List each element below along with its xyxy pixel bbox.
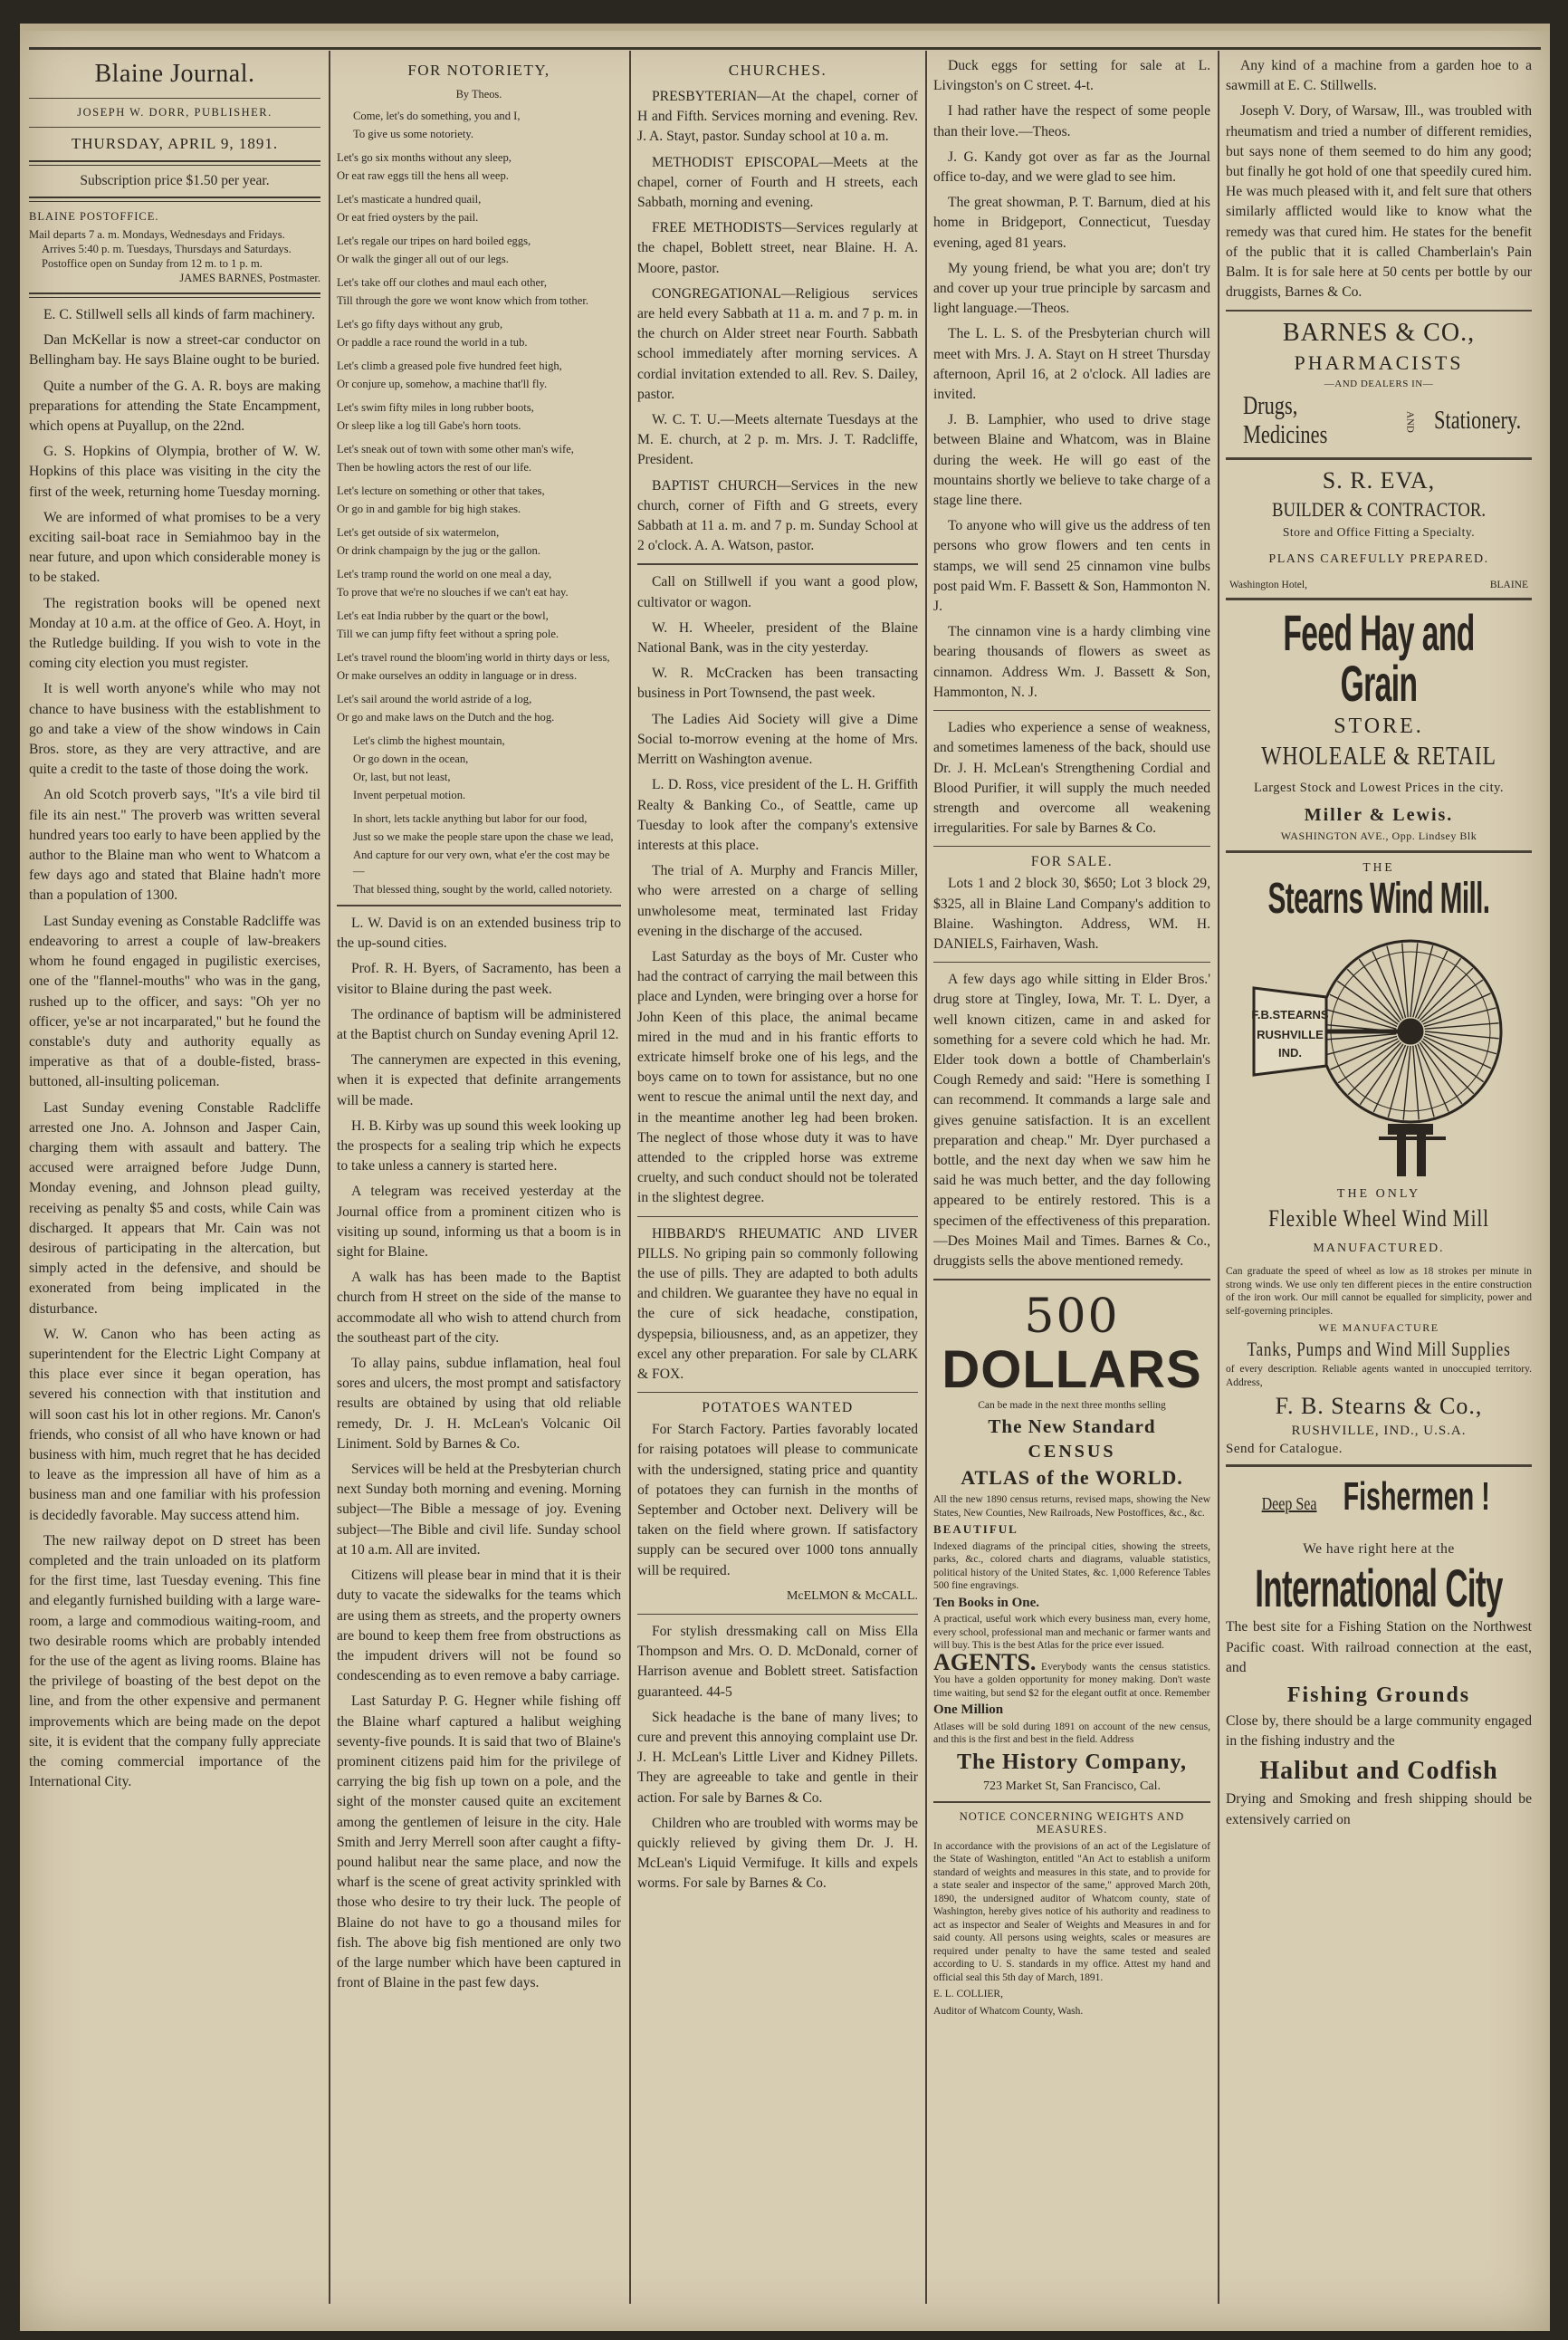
notice-body: In accordance with the provisions of an act of the Legislature of the State of Washington, entitled "An Act to establish a uniform standard of weights and measures in this state, and to provide for a state sealer and inspector of the same," approved March 20th, 1890, the undersigned auditor of Whatcom county, state of Washington, hereby gives notice of his authority and readiness to act as inspector and Sealer of Weights and Measures in and for said county. All persons using weights, scales or measures are required under penalty to have the same tested and sealed according to U. S. standards in my office. Attest my hand and official seal this 5th day of March, 1891. [933, 1840, 1210, 1983]
fishermen-right-here: We have right here at the [1303, 1541, 1455, 1558]
news-item: W. W. Canon who has been acting as superintendent for the Electric Light Company at this place ever since it began operation, has severed his connection with that institution and will soon cast his lot in other regions. Mr. Canon's friends, who consist of all who have known or had business with him, much regret that he has decided to leave as the impression all have of him as a business man and one familiar with his profession is decidedly favorable. May success attend him. [29, 1326, 320, 1523]
stearns-we-manufacture: WE MANUFACTURE [1318, 1321, 1439, 1335]
news-item: The trial of A. Murphy and Francis Miller, who were arrested on a charge of selling unwholesome meat, terminated last Friday evening in the discharge of the accused. [637, 863, 918, 939]
news-item: Prof. R. H. Byers, of Sacramento, has been a visitor to Blaine during the past week. [337, 961, 621, 997]
news-item: We are informed of what promises to be a very exciting sail-boat race in Semiahmoo bay in the near future, and upon which considerable money is to be staked. [29, 509, 320, 586]
forsale-body: Lots 1 and 2 block 30, $650; Lot 3 block 29, $325, all in Blaine Land Company's addition to Blaine. Washington. Address, WM. H. DANIELS, Fairhaven, Wash. [933, 876, 1210, 952]
stearns-title: Stearns Wind Mill. [1267, 875, 1490, 924]
poem-line: Let's get outside of six watermelon, [337, 526, 500, 539]
windmill-blade [1347, 970, 1400, 1023]
news-item: A telegram was received yesterday at the Journal office from a prominent citizen who is visiting up sound, informing us that a boom is in sight for Blaine. [337, 1184, 621, 1261]
news-item: The ordinance of baptism will be administered at the Baptist church on Sunday evening April 12. [337, 1006, 621, 1043]
postoffice-line: Postoffice open on Sunday from 12 m. to 1 p. m. [42, 257, 263, 270]
poem-line: Till we can jump fifty feet without a spring pole. [337, 628, 559, 640]
eva-address [1229, 580, 1528, 590]
postoffice-line: Mail departs 7 a. m. Mondays, Wednesdays and Fridays. [29, 228, 285, 241]
barnes-goods [1226, 392, 1532, 450]
subscription-price: Subscription price $1.50 per year. [80, 173, 270, 188]
poem-line: Or go down in the ocean, [353, 753, 469, 765]
notice-signature: E. L. COLLIER, [933, 1989, 1003, 2000]
feed-store: STORE. [1334, 714, 1424, 739]
stearns-only: THE ONLY [1336, 1187, 1421, 1202]
churches-heading: CHURCHES. [728, 62, 827, 79]
divider [637, 563, 918, 565]
divider [29, 127, 320, 128]
divider [29, 160, 320, 166]
poem-line: Let's take off our clothes and maul each other, [337, 276, 547, 289]
fishermen-text: Drying and Smoking and fresh shipping should be extensively carried on [1226, 1791, 1532, 1827]
eva-fitting: Store and Office Fitting a Specialty. [1282, 525, 1476, 540]
poem-line: Let's lecture on something or other that takes, [337, 484, 545, 497]
barnes-drugs: Drugs, Medicines [1242, 392, 1328, 450]
feed-advert [1226, 604, 1532, 843]
poem-line: Or make ourselves an oddity in language or in dress. [337, 669, 578, 682]
barnes-name: BARNES & CO., [1282, 319, 1476, 348]
poem-line: Or go and make laws on the Dutch and the hog. [337, 711, 555, 724]
poem-line: Let's tramp round the world on one meal a day, [337, 568, 552, 580]
stearns-tanks: Tanks, Pumps and Wind Mill Supplies [1247, 1338, 1511, 1361]
column-rule [329, 51, 330, 2304]
divider [1226, 1464, 1532, 1467]
news-item: A few days ago while sitting in Elder Bros.' drug store at Tingley, Iowa, Mr. T. L. Dyer, a well known citizen, came in and asked for something for a severe cold which he had. Mr. Elder took down a bottle of Chamberlain's Cough Remedy and said: "Here is something I can recommend. It commands a large sale and gives genuine satisfaction. It is an excellent preparation and cheap." Mr. Dyer purchased a bottle, and the next day when we saw him he said he was much better, and the day following appeared to be entirely restored. This is a specimen of the effectiveness of this preparation.—Des Moines Mail and Times. Barnes & Co., druggists sells the above mentioned remedy. [933, 972, 1210, 1269]
news-item: W. R. McCracken has been transacting business in Port Townsend, the past week. [637, 666, 918, 702]
atlas-amount: 500 [1024, 1290, 1120, 1345]
vane-text: RUSHVILLE [1257, 1028, 1324, 1042]
poem-line: Or sleep like a log till Gabe's horn toots. [337, 419, 521, 432]
feed-firm: Miller & Lewis. [1304, 805, 1454, 826]
poem-line: In short, lets tackle anything but labor for our food, [353, 812, 588, 825]
column-5 [1226, 56, 1532, 2304]
poem-line: To give us some notoriety. [353, 128, 473, 140]
divider [29, 292, 320, 298]
top-rule [29, 47, 1541, 50]
atlas-beautiful: BEAUTIFUL [933, 1522, 1018, 1537]
stearns-advert [1226, 860, 1532, 1457]
news-item: Ladies who experience a sense of weakness, and sometimes lameness of the back, should use Dr. J. H. McLean's Strengthening Cordial and Blood Purifier, it will supply the much needed strength and overcome all weakening irregularities. For sale by Barnes & Co. [933, 720, 1210, 837]
stearns-firm: F. B. Stearns & Co., [1275, 1393, 1483, 1420]
masthead-title: Blaine Journal. [94, 60, 255, 88]
news-item: The L. L. S. of the Presbyterian church will meet with Mrs. J. A. Stayt on H street Thursday afternoon, April 16, at 2 o'clock. All ladies are invited. [933, 326, 1210, 403]
news-item: The cinnamon vine is a hardy climbing vine bearing thousands of flowers as sweet as cinnamon. Address Wm. J. Bassett & Son, Hammonton, N. J. [933, 624, 1210, 700]
postoffice-line: Arrives 5:40 p. m. Tuesdays, Thursdays and Saturdays. [42, 243, 292, 255]
news-item: W. H. Wheeler, president of the Blaine National Bank, was in the city yesterday. [637, 619, 918, 657]
column-rule [1218, 51, 1219, 2304]
divider [933, 1279, 1210, 1280]
church-item: CONGREGATIONAL—Religious services are held every Sabbath at 11 a. m. and 7 p. m. in the church on Alder street near Fourth. Sabbath school immediately after morning services. A cordial invitation extended to all. Rev. S. Dailey, pastor. [637, 285, 918, 402]
postoffice-line: JAMES BARNES, Postmaster. [179, 272, 320, 284]
news-item: The cannerymen are expected in this evening, when it is expected that definite arrangements will be made. [337, 1052, 621, 1108]
column-rule [629, 51, 631, 2304]
poem-line: Let's sail around the world astride of a log, [337, 693, 532, 705]
news-item: Services will be held at the Presbyterian church next Sunday both morning and evening. Morning subject—The Bible a message of joy. Evening subject—The Bible and civil life. Sunday school at 10 a.m. All are invited. [337, 1462, 621, 1558]
windmill-blade [1420, 969, 1473, 1021]
feed-stock: Largest Stock and Lowest Prices in the city. [1253, 781, 1505, 796]
barnes-and: AND [1404, 410, 1416, 433]
news-item: Citizens will please bear in mind that it is their duty to vacate the sidewalks for the teams which are using them as streets, and the property owners are bound to keep them free from obstructions as the impudent drivers will not be found so condescending as to even remove a baby carriage. [337, 1568, 621, 1684]
news-item: Last Sunday evening as Constable Radcliffe was endeavoring to arrest a couple of law-breakers whom he found engaged in pugilistic exercises, one of the "flannel-mouths" who was in the gang, rushed up to the officer, and says: "Oh yer no officer, ye'se ar not incarparated," but he found the constable's duty and authority equally as imperative as that of a double-fisted, brass-buttoned, all-insulting policeman. [29, 913, 320, 1090]
eva-trade: BUILDER & CONTRACTOR. [1271, 498, 1487, 522]
feed-wholesale: WHOLEALE & RETAIL [1261, 743, 1496, 772]
atlas-title: ATLAS of the WORLD. [961, 1466, 1183, 1490]
poem-line: Let's regale our tripes on hard boiled eggs, [337, 235, 531, 247]
church-item: BAPTIST CHURCH—Services in the new church, corner of Fifth and G streets, every Sabbath at 11 a. m. and 7 p. m. Sunday School at 2 o'clock. A. A. Watson, pastor. [637, 477, 918, 554]
atlas-text: All the new 1890 census returns, revised maps, showing the New States, New Counties, New Railroads, New Postoffices, &c., &c. [933, 1494, 1210, 1519]
windmill-vane [1251, 988, 1399, 1075]
church-item: METHODIST EPISCOPAL—Meets at the chapel, corner of Fourth and H streets, each Sabbath, morning and evening. [637, 154, 918, 211]
news-item: E. C. Stillwell sells all kinds of farm machinery. [43, 307, 315, 322]
atlas-agents: AGENTS. [933, 1648, 1037, 1675]
poem-line: That blessed thing, sought by the world, called notoriety. [353, 883, 613, 896]
stearns-address: RUSHVILLE, IND., U.S.A. [1291, 1424, 1467, 1439]
news-item: Quite a number of the G. A. R. boys are making preparations for attending the State Encampment, which opens at Puyallup, on the 22nd. [29, 378, 320, 435]
publisher-line: JOSEPH W. DORR, PUBLISHER. [77, 106, 272, 119]
news-item: The Ladies Aid Society will give a Dime Social to-morrow evening at the home of Mrs. Merritt on Washington avenue. [637, 711, 918, 768]
poem-line: Let's sneak out of town with some other man's wife, [337, 443, 574, 456]
fishermen-title: Fishermen ! [1343, 1474, 1491, 1520]
divider [1226, 310, 1532, 312]
divider [1226, 850, 1532, 853]
atlas-text: A practical, useful work which every business man, every home, every school, professional man and mechanic or farmer wants and will buy. This is the best Atlas for the price ever issued. [933, 1614, 1210, 1652]
news-item: The new railway depot on D street has been completed and the train unloaded on its platform for the first time, last Tuesday evening. This fine and elegantly furnished building with a large ware-room, a large and commodious waiting-room, and two desirable rooms which are probably intended for the use of the agent as living rooms. Blaine has the privilege of boasting of the best depot on the line, and from the other expensive and permanent improvements which are being made on the depot site, it is evident that the company fully appreciate the coming commercial importance of the International City. [29, 1532, 320, 1790]
issue-date: THURSDAY, APRIL 9, 1891. [71, 135, 279, 152]
news-item: Duck eggs for setting for sale at L. Livingston's on C street. 4-t. [933, 58, 1210, 94]
divider [637, 1392, 918, 1393]
divider [933, 1801, 1210, 1803]
stearns-the: THE [1362, 860, 1395, 875]
divider [637, 1614, 918, 1615]
eva-name: S. R. EVA, [1322, 467, 1436, 494]
poem-author: By Theos. [455, 88, 502, 101]
poem-line: Let's climb the highest mountain, [353, 734, 505, 747]
news-item: The registration books will be opened next Monday at 10 a.m. at the office of Geo. A. Hoyt, in the Rutledge building. If you wish to vote in the coming city election you must register. [29, 595, 320, 672]
poem-line: Let's go six months without any sleep, [337, 151, 512, 164]
news-item: H. B. Kirby was up sound this week looking up the prospects for a sealing trip which he expects to take unless a cannery is started here. [337, 1117, 621, 1175]
stearns-flexible: Flexible Wheel Wind Mill [1268, 1205, 1489, 1232]
fishermen-headline [1226, 1474, 1532, 1520]
poem-line: Let's climb a greased pole five hundred feet high, [337, 360, 562, 372]
church-item: W. C. T. U.—Meets alternate Tuesdays at the M. E. church, at 2 p. m. Mrs. J. T. Radcliffe, President. [637, 412, 918, 468]
news-item: It is well worth anyone's while who may not chance to have business with the establishment to go and take a view of the show windows in Cain Bros. store, as they are very attractive, and are quite a credit to the taste of those doing the work. [29, 681, 320, 778]
potatoes-body: For Starch Factory. Parties favorably located for raising potatoes will please to communicate with the undersigned, stating price and quantity of potatoes they can furnish in the months of September and October next. Delivery will be taken on the field where grown. If satisfactory supply can be secured over 1000 tons annually will be required. [637, 1422, 918, 1578]
poem-line: Let's masticate a hundred quail, [337, 193, 482, 206]
poem-line: Or walk the ginger all out of our legs. [337, 253, 509, 265]
poem-line: Invent perpetual motion. [353, 789, 466, 801]
forsale-heading: FOR SALE. [1030, 854, 1114, 870]
news-item: Call on Stillwell if you want a good plow, cultivator or wagon. [637, 574, 918, 610]
divider [933, 962, 1210, 963]
column-1 [29, 56, 320, 2304]
eva-plans: PLANS CAREFULLY PREPARED. [1268, 552, 1489, 567]
eva-advert [1226, 467, 1532, 590]
news-item: To allay pains, subdue inflamation, heal foul sores and ulcers, the most prompt and satisfactory results are obtained by using that old reliable remedy, Dr. J. H. McLean's Volcanic Oil Liniment. Sold by Barnes & Co. [337, 1356, 621, 1452]
poem-title: FOR NOTORIETY, [407, 62, 550, 79]
barnes-stationery: Stationery. [1433, 407, 1521, 436]
news-item: L. D. Ross, vice president of the L. H. Griffith Realty & Banking Co., of Seattle, came up Tuesday to look after the company's extensive interests at this place. [637, 777, 918, 853]
poem-line: Or, last, but not least, [353, 771, 451, 783]
column-4 [933, 56, 1210, 2304]
poem-line: And capture for our very own, what e'er the cost may be— [353, 849, 610, 878]
stearns-text: Can graduate the speed of wheel as low as 18 strokes per minute in strong winds. We use only ten different pieces in the entire construction of the iron work. Our mill cannot be equalled for simplicity, power and self-governing principles. [1226, 1266, 1532, 1317]
divider [933, 710, 1210, 711]
atlas-million: One Million [933, 1702, 1004, 1718]
postoffice-notice [29, 209, 320, 285]
divider [1226, 598, 1532, 600]
news-item: To anyone who will give us the address of ten persons who grow flowers and ten cents in stamps, we will send 25 cinnamon vine bulbs post paid Wm. F. Bassett & Son, Hammonton N. J. [933, 518, 1210, 615]
news-item: G. S. Hopkins of Olympia, brother of W. W. Hopkins of this place was visiting in the city the first of the week, returning home Tuesday morning. [29, 444, 320, 500]
potatoes-heading: POTATOES WANTED [702, 1400, 854, 1416]
pills-advert: HIBBARD'S RHEUMATIC AND LIVER PILLS. No griping pain so commonly following the use of pills. They are adapted to both adults and children. We guarantee they have no equal in the cure of sick headache, constipation, dyspepsia, biliousness, and, as an appetizer, they excel any other preparation. For sale by CLARK & FOX. [637, 1225, 918, 1382]
news-item: An old Scotch proverb says, "It's a vile bird til file its ain nest." The proverb was written several hundred years too early to have been applied by the author to the Blaine man who went to Whatcom a few days ago and stated that Blaine hadn't more than a population of 1300. [29, 787, 320, 904]
poem-body [337, 108, 621, 897]
poem-line: Or eat raw eggs till the hens all weep. [337, 169, 509, 182]
church-item: FREE METHODISTS—Services regularly at the chapel, Boblett street, near Blaine. H. A. Moore, pastor. [637, 220, 918, 276]
poem-line: Or eat fried oysters by the pail. [337, 211, 479, 224]
feed-address: WASHINGTON AVE., Opp. Lindsey Blk [1280, 830, 1477, 843]
barnes-dealers: —AND DEALERS IN— [1324, 379, 1434, 390]
atlas-address: 723 Market St, San Francisco, Cal. [983, 1779, 1161, 1793]
news-item: My young friend, be what you are; don't try and cover up your true principle by sarcasm and light language.—Theos. [933, 260, 1210, 317]
atlas-text: Atlases will be sold during 1891 on account of the new census, and this is the first and best in the field. Address [933, 1721, 1210, 1746]
stearns-manufactured: MANUFACTURED. [1313, 1242, 1445, 1256]
windmill-blade [1421, 1041, 1474, 1095]
poem-line: Let's go fifty days without any grub, [337, 318, 503, 331]
church-item: PRESBYTERIAN—At the chapel, corner of H and Fifth. Services morning and evening. Rev. J. A. Stayt, pastor. Sunday school at 10 a. m. [637, 89, 918, 145]
news-item: I had rather have the respect of some people than their love.—Theos. [933, 103, 1210, 139]
news-item: Children who are troubled with worms may be quickly relieved by giving them Dr. J. H. McLean's Liquid Vermifuge. It kills and expels worms. For sale by Barnes & Co. [637, 1815, 918, 1892]
atlas-ten-books: Ten Books in One. [933, 1595, 1039, 1610]
atlas-advert [933, 1290, 1210, 1794]
fishermen-advert [1226, 1474, 1532, 1829]
atlas-can-be: Can be made in the next three months selling [978, 1400, 1166, 1412]
fishermen-grounds: Fishing Grounds [1286, 1683, 1471, 1708]
poem-line: Let's swim fifty miles in long rubber boots, [337, 401, 534, 414]
notice-signature: Auditor of Whatcom County, Wash. [933, 2005, 1084, 2017]
eva-address-left: Washington Hotel, [1229, 580, 1307, 591]
divider [337, 905, 621, 906]
newspaper-page [20, 24, 1550, 2331]
notice-heading: NOTICE CONCERNING WEIGHTS AND MEASURES. [959, 1809, 1185, 1837]
poem-line: Let's eat India rubber by the quart or the bowl, [337, 609, 549, 622]
poem-line: Let's travel round the bloom'ing world in thirty days or less, [337, 651, 610, 664]
feed-title: Feed Hay and Grain [1283, 604, 1475, 713]
page-edge [20, 24, 1550, 31]
stearns-text: of every description. Reliable agents wanted in unoccupied territory. Address, [1226, 1364, 1532, 1388]
windmill-blade [1348, 1043, 1401, 1096]
vane-text: F.B.STEARNS [1251, 1008, 1329, 1022]
barnes-advert [1226, 319, 1532, 450]
news-item: Sick headache is the bane of many lives; to cure and prevent this annoying complaint use Dr. J. H. McLean's Little Liver and Kidney Pillets. They are agreeable to take and gentle in their action. For sale by Barnes & Co. [637, 1709, 918, 1806]
poem-line: Or drink champaign by the jug or the gallon. [337, 544, 540, 557]
barnes-pharmacists: PHARMACISTS [1294, 351, 1464, 375]
fishermen-text: The best site for a Fishing Station on the Northwest Pacific coast. With railroad connection at the east, and [1226, 1619, 1532, 1675]
news-item: For stylish dressmaking call on Miss Ella Thompson and Mrs. O. D. McDonald, corner of Harrison avenue and Boblett street. Satisfaction guaranteed. 44-5 [637, 1624, 918, 1700]
divider [29, 197, 320, 202]
news-item: J. B. Lamphier, who used to drive stage between Blaine and Whatcom, was in Blaine during the week. He will go east of the mountains shortly we believe to take charge of a stage line there. [933, 412, 1210, 509]
stearns-send: Send for Catalogue. [1226, 1442, 1343, 1457]
column-3 [637, 56, 918, 2304]
news-item: Last Saturday as the boys of Mr. Custer who had the contract of carrying the mail between this place and Lynden, were bringing over a horse for John Keen of this place, the animal became mired in the mud and in his frantic efforts to extricate himself broke one of his legs, and the boys came on to town for assistance, but no one went to rescue the animal until the next day, and in the meantime another leg had been broken. The neglect of those whose duty it was to have attended to the crippled horse was extreme cruelty, and such conduct should not be tolerated in the slightest degree. [637, 948, 918, 1206]
poem-line: Or conjure up, somehow, a machine that'll fly. [337, 378, 548, 390]
divider [1226, 457, 1532, 460]
news-item: Joseph V. Dory, of Warsaw, Ill., was troubled with rheumatism and tried a number of different remidies, but says none of them seemed to do him any good; but finally he got hold of one that speedily cured him. He was much pleased with it, and felt sure that others similarly afflicted would like to know what the remedy was that cured him. He states for the benefit of the public that it is called Chamberlain's Pain Balm. It is for sale here at 50 cents per bottle by our druggists, Barnes & Co. [1226, 103, 1532, 301]
potatoes-signature: McELMON & McCALL. [786, 1588, 918, 1603]
column-2 [337, 56, 621, 2304]
poem-line: Just so we make the people stare upon the chase we lead, [353, 830, 614, 843]
poem-line: Till through the gore we wont know which from tother. [337, 294, 588, 307]
atlas-text: Everybody wants the census statistics. You have a golden opportunity for money making. Don't waste time waiting, but send $2 for the elegant outfit at once. Remember [933, 1661, 1210, 1699]
news-item: The great showman, P. T. Barnum, died at his home in Bridgeport, Connecticut, Tuesday evening, aged 81 years. [933, 195, 1210, 251]
news-item: J. G. Kandy got over as far as the Journal office to-day, and we were glad to see him. [933, 149, 1210, 186]
divider [29, 98, 320, 99]
postoffice-heading: BLAINE POSTOFFICE. [29, 210, 159, 223]
fishermen-intl-city: International City [1255, 1559, 1503, 1619]
divider [933, 846, 1210, 847]
fishermen-deep: Deep Sea [1261, 1494, 1317, 1515]
atlas-text: Indexed diagrams of the principal cities, showing the streets, parks, &c., colored charts and diagrams, valuable statistics, political history of the United States, &c. 1,000 Reference Tables 500 fine engravings. [933, 1540, 1210, 1592]
eva-address-right: BLAINE [1489, 580, 1528, 591]
atlas-dollars: DOLLARS [942, 1340, 1202, 1400]
news-item: Any kind of a machine from a garden hoe to a sawmill at E. C. Stillwells. [1226, 58, 1532, 94]
news-item: A walk has has been made to the Baptist church from H street on the side of the manse to accommodate all who wish to attend church from the southeast part of the city. [337, 1270, 621, 1346]
poem-line: Come, let's do something, you and I, [353, 110, 521, 122]
column-rule [925, 51, 927, 2304]
news-item: L. W. David is on an extended business trip to the up-sound cities. [337, 916, 621, 952]
news-item: Last Sunday evening Constable Radcliffe arrested one Jno. A. Johnson and Jasper Cain, charging them with assault and battery. The accused were arraigned before Judge Dunn, Monday evening, and Johnson plead guilty, receiving as penalty $5 and costs, while Cain was discharged. It appears that Mr. Cain was not desirous of participating in the altercation, but simply acted in the defensive, and should be exonerated from being implicated in the disturbance. [29, 1099, 320, 1317]
divider [637, 1216, 918, 1217]
news-item: Dan McKellar is now a street-car conductor on Bellingham bay. He says Blaine ought to be buried. [29, 332, 320, 369]
fishermen-text: Close by, there should be a large community engaged in the fishing industry and the [1226, 1713, 1532, 1750]
poem-line: Or go in and gamble for big high stakes. [337, 503, 521, 515]
poem-line: Then be howling actors the rest of our life. [337, 461, 532, 474]
windmill-illustration [1243, 932, 1515, 1176]
vane-text: IND. [1278, 1046, 1302, 1060]
atlas-new-standard: The New Standard [988, 1415, 1156, 1438]
atlas-census: CENSUS [1028, 1442, 1116, 1462]
atlas-company: The History Company, [956, 1750, 1188, 1774]
news-item: Last Saturday P. G. Hegner while fishing off the Blaine wharf captured a halibut weighing seventy-five pounds. It is said that two of Blaine's prominent citizens paid him for the privilege of carrying the big fish up town on a pole, and the sight of the monster caused quite an excitement among the gentlemen of leisure in the city. Hale Smith and Jerry Merrell soon after caught a fifty-pound halibut near the same place, and now the wharf is the scene of great activity sprinkled with those who desire to try their luck. The people of Blaine do not have to go a thousand miles for fish. The above big fish mentioned are only two of the large number which have been captured in front of Blaine in the past few days. [337, 1693, 621, 1991]
poem-line: Or paddle a race round the world in a tub. [337, 336, 528, 349]
poem-line: To prove that we're no slouches if we can't eat hay. [337, 586, 569, 599]
windmill-tower-top [1379, 1124, 1446, 1176]
fishermen-halibut: Halibut and Codfish [1259, 1757, 1498, 1786]
